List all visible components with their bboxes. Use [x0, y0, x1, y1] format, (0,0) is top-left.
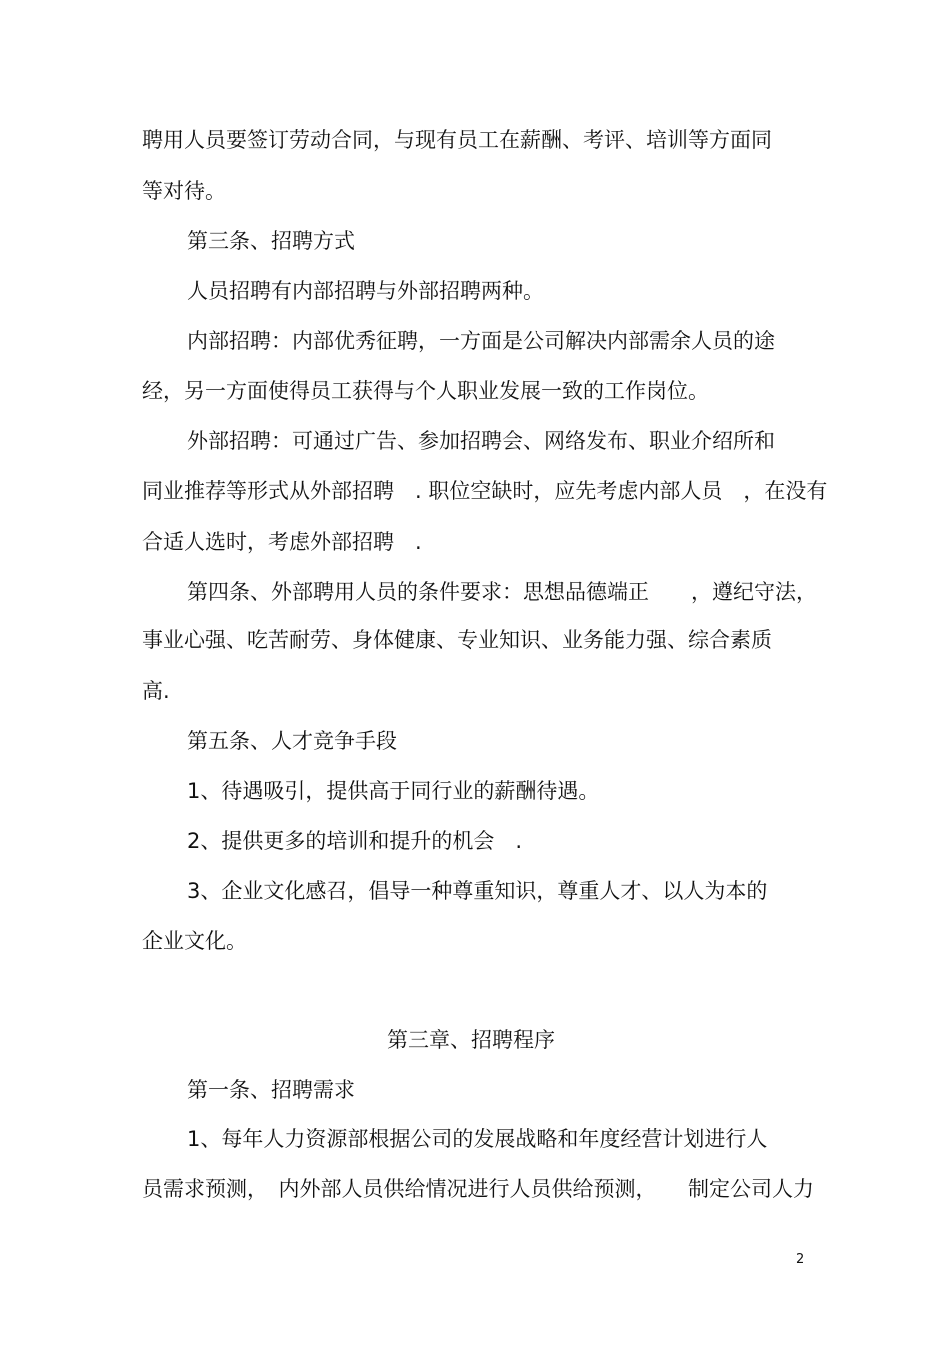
article-heading: 第一条、招聘需求	[187, 1078, 355, 1102]
body-line: 外部招聘：可通过广告、参加招聘会、网络发布、职业介绍所和	[187, 429, 775, 453]
body-line: 经，另一方面使得员工获得与个人职业发展一致的工作岗位。	[142, 379, 709, 403]
article-heading: 第三条、招聘方式	[187, 229, 355, 253]
body-line: 聘用人员要签订劳动合同，与现有员工在薪酬、考评、培训等方面同	[142, 128, 772, 152]
article-heading: 第五条、人才竞争手段	[187, 729, 397, 753]
list-item: 1、待遇吸引，提供高于同行业的薪酬待遇。	[187, 779, 600, 803]
body-line: 高.	[142, 679, 170, 703]
list-item: 2、提供更多的培训和提升的机会 .	[187, 829, 523, 853]
chapter-heading: 第三章、招聘程序	[387, 1028, 555, 1052]
list-item: 1、每年人力资源部根据公司的发展战略和年度经营计划进行人	[187, 1127, 768, 1151]
body-line: 员需求预测， 内外部人员供给情况进行人员供给预测， 制定公司人力	[142, 1177, 814, 1201]
body-line: 等对待。	[142, 179, 226, 203]
list-item: 3、企业文化感召，倡导一种尊重知识，尊重人才、以人为本的	[187, 879, 768, 903]
body-line: 事业心强、吃苦耐劳、身体健康、专业知识、业务能力强、综合素质	[142, 628, 772, 652]
body-line: 内部招聘：内部优秀征聘，一方面是公司解决内部需余人员的途	[187, 329, 775, 353]
body-line: 同业推荐等形式从外部招聘 . 职位空缺时，应先考虑内部人员 ，在没有	[142, 479, 828, 503]
body-line: 合适人选时，考虑外部招聘 .	[142, 530, 422, 554]
body-line: 人员招聘有内部招聘与外部招聘两种。	[187, 279, 544, 303]
body-line: 第四条、外部聘用人员的条件要求：思想品德端正 ，遵纪守法，	[187, 580, 817, 604]
body-line: 企业文化。	[142, 929, 247, 953]
page-number: 2	[796, 1252, 805, 1267]
